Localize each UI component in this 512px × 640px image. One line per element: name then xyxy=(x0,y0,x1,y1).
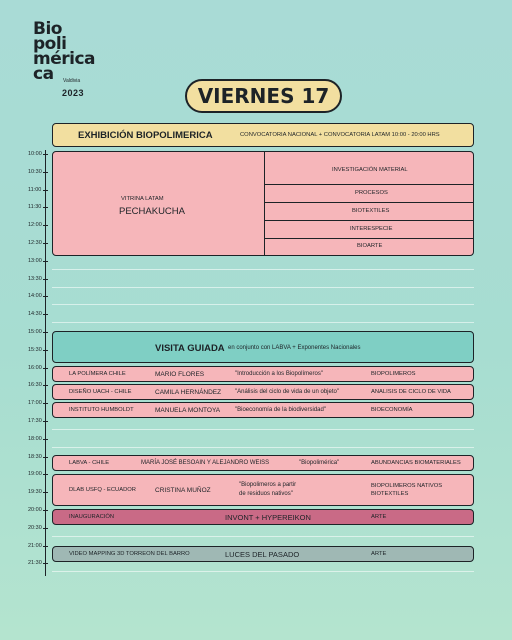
biopolimerica-logo xyxy=(33,19,96,98)
time-label: 21:30 xyxy=(28,560,42,567)
time-tick xyxy=(43,261,48,262)
time-tick xyxy=(43,207,48,208)
time-label: 16:30 xyxy=(28,382,42,389)
time-label: 18:30 xyxy=(28,453,42,460)
talk-row xyxy=(52,366,474,382)
labva-topic: ABUNDANCIAS BIOMATERIALES xyxy=(371,460,461,466)
time-label: 14:30 xyxy=(28,311,42,318)
time-label: 19:00 xyxy=(28,471,42,478)
topic-bioarte: BIOARTE xyxy=(357,243,383,249)
talk-speaker: MANUELA MONTOYA xyxy=(155,407,221,414)
time-tick xyxy=(43,332,48,333)
time-label: 21:00 xyxy=(28,542,42,549)
exhibicion-title: EXHIBICIÓN BIOPOLIMERICA xyxy=(78,130,213,141)
row-guide xyxy=(52,304,474,305)
time-tick xyxy=(43,154,48,155)
vitrina-title: PECHAKUCHA xyxy=(119,206,185,217)
talk-row xyxy=(52,402,474,418)
time-tick xyxy=(43,421,48,422)
topic-procesos: PROCESOS xyxy=(355,190,388,196)
logo-line-3: mérica xyxy=(33,49,96,69)
time-tick xyxy=(43,385,48,386)
time-tick xyxy=(43,243,48,244)
exhibicion-detail: CONVOCATORIA NACIONAL + CONVOCATORIA LATAM 10:00 - 20:00 HRS xyxy=(240,132,440,138)
time-label: 11:30 xyxy=(28,204,42,211)
time-label: 17:30 xyxy=(28,418,42,424)
time-tick xyxy=(43,563,48,564)
visita-guiada-block xyxy=(52,331,474,363)
time-label: 20:00 xyxy=(28,507,42,513)
row-guide xyxy=(52,429,474,430)
day-title-text: VIERNES 17 xyxy=(197,84,330,108)
time-label: 13:00 xyxy=(28,257,42,264)
logo-place: Valdivia xyxy=(63,78,81,84)
inauguracion-label: INAUGURACIÓN xyxy=(69,514,115,520)
logo-line-4: ca xyxy=(33,64,54,84)
mapping-title: LUCES DEL PASADO xyxy=(225,550,300,559)
dlab-topic-1: BIOPOLIMEROS NATIVOS xyxy=(371,483,443,489)
row-guide xyxy=(52,571,474,572)
inauguracion-topic: ARTE xyxy=(371,514,387,520)
topic-divider xyxy=(264,184,474,185)
time-axis xyxy=(45,150,46,576)
logo-line-1: Bio xyxy=(33,19,62,39)
time-tick xyxy=(43,296,48,297)
vitrina-divider xyxy=(264,152,265,255)
time-tick xyxy=(43,314,48,315)
mapping-topic: ARTE xyxy=(371,551,387,557)
time-label: 16:00 xyxy=(28,364,42,371)
dlab-talk-line2: de residuos nativos" xyxy=(239,491,293,497)
row-guide xyxy=(52,536,474,537)
logo-line-2: poli xyxy=(33,34,67,54)
time-label: 17:00 xyxy=(28,400,42,407)
labva-row xyxy=(52,455,474,471)
topic-divider xyxy=(264,220,474,221)
talk-title: "Introducción a los Biopolímeros" xyxy=(235,371,323,377)
talk-org: DISEÑO UACH - CHILE xyxy=(69,389,132,395)
talk-org: INSTITUTO HUMBOLDT xyxy=(69,407,134,413)
labva-org: LABVA - CHILE xyxy=(69,460,110,466)
visita-title: VISITA GUIADA xyxy=(155,343,225,354)
talk-topic: BIOECONOMÍA xyxy=(371,407,413,413)
inauguracion-title: INVONT + HYPEREIKON xyxy=(225,513,311,522)
time-label: 19:30 xyxy=(28,489,42,496)
talk-topic: ANALISIS DE CICLO DE VIDA xyxy=(371,389,451,395)
time-label: 10:30 xyxy=(28,168,42,175)
time-label: 15:30 xyxy=(28,346,42,353)
time-tick xyxy=(43,528,48,529)
topic-divider xyxy=(264,202,474,203)
vitrina-block xyxy=(52,151,474,256)
row-guide xyxy=(52,287,474,288)
time-tick xyxy=(43,510,48,511)
time-label: 14:00 xyxy=(28,293,42,300)
row-guide xyxy=(52,322,474,323)
time-label: 15:00 xyxy=(28,329,42,335)
time-tick xyxy=(43,439,48,440)
time-label: 11:00 xyxy=(28,186,42,193)
day-title xyxy=(185,79,342,113)
time-tick xyxy=(43,546,48,547)
topic-interespecie: INTERESPECIE xyxy=(350,226,393,232)
time-label: 13:30 xyxy=(28,275,42,282)
inauguracion-row xyxy=(52,509,474,525)
topic-biotextiles: BIOTEXTILES xyxy=(352,208,390,214)
exhibicion-block xyxy=(52,123,474,147)
topic-investigacion: INVESTIGACIÓN MATERIAL xyxy=(332,167,408,173)
time-tick xyxy=(43,474,48,475)
talk-row xyxy=(52,384,474,400)
time-tick xyxy=(43,403,48,404)
row-guide xyxy=(52,447,474,448)
time-label: 18:00 xyxy=(28,435,42,442)
talk-topic: BIOPOLIMEROS xyxy=(371,371,416,377)
talk-speaker: MARIO FLORES xyxy=(155,371,205,378)
time-label: 20:30 xyxy=(28,524,42,531)
time-tick xyxy=(43,279,48,280)
dlab-talk-line1: "Biopolimeros a partir xyxy=(239,482,297,488)
talk-title: "Bioeconomía de la biodiversidad" xyxy=(235,407,326,413)
time-tick xyxy=(43,492,48,493)
time-label: 10:00 xyxy=(28,151,42,157)
time-tick xyxy=(43,350,48,351)
labva-speaker: MARÍA JOSÉ BESOAIN Y ALEJANDRO WEISS xyxy=(141,460,270,466)
time-label: 12:00 xyxy=(28,222,42,229)
logo-year: 2023 xyxy=(62,88,85,98)
time-label: 12:30 xyxy=(28,240,42,246)
talk-speaker: CAMILA HERNÁNDEZ xyxy=(155,389,222,396)
mapping-label: VIDEO MAPPING 3D TORREON DEL BARRO xyxy=(69,551,190,557)
vitrina-small: VITRINA LATAM xyxy=(121,196,164,202)
dlab-org: DLAB USFQ - ECUADOR xyxy=(69,487,136,493)
time-tick xyxy=(43,457,48,458)
row-guide xyxy=(52,269,474,270)
dlab-speaker: CRISTINA MUÑOZ xyxy=(155,487,211,494)
time-tick xyxy=(43,368,48,369)
time-tick xyxy=(43,172,48,173)
time-tick xyxy=(43,190,48,191)
video-mapping-row xyxy=(52,546,474,562)
labva-talk: "Biopolimérica" xyxy=(299,460,340,466)
talk-title: "Análisis del ciclo de vida de un objeto" xyxy=(235,389,339,395)
dlab-topic-2: BIOTEXTILES xyxy=(371,491,409,497)
talk-org: LA POLÍMERA CHILE xyxy=(69,371,126,377)
dlab-row xyxy=(52,474,474,506)
time-tick xyxy=(43,225,48,226)
visita-detail: en conjunto con LABVA + Exponentes Nacionales xyxy=(228,345,361,351)
topic-divider xyxy=(264,238,474,239)
